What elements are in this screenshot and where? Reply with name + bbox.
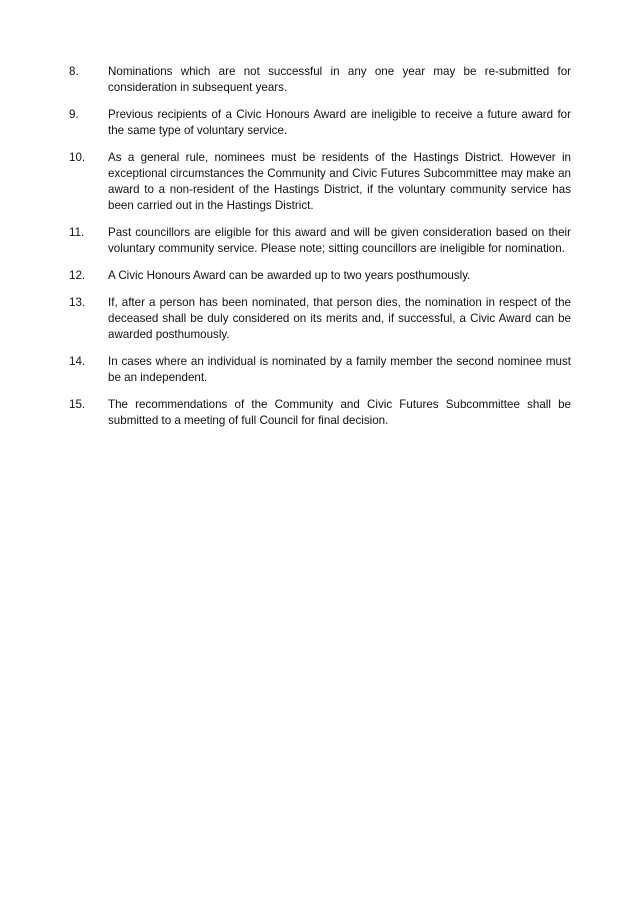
clause-13 — [69, 295, 571, 343]
clause-list — [69, 64, 571, 440]
clause-text: Past councillors are eligible for this award and will be given consideration based on their voluntary community service. Please note; sitting councillors are ineligible for nomination. — [108, 226, 571, 255]
clause-number: 10. — [69, 151, 86, 164]
clause-number: 9. — [69, 108, 79, 121]
clause-number: 14. — [69, 355, 86, 368]
clause-text: As a general rule, nominees must be residents of the Hastings District. However in exceptional circumstances the Community and Civic Futures Subcommittee may make an award to a non-resident of the Hastings District, if the voluntary community service has been carried out in the Hastings District. — [108, 151, 571, 212]
clause-text: Nominations which are not successful in any one year may be re-submitted for consideration in subsequent years. — [108, 65, 571, 94]
clause-text: If, after a person has been nominated, that person dies, the nomination in respect of the deceased shall be duly considered on its merits and, if successful, a Civic Award can be awarded posthumously. — [108, 296, 571, 341]
clause-15 — [69, 397, 571, 429]
clause-text: A Civic Honours Award can be awarded up to two years posthumously. — [108, 269, 471, 282]
clause-10 — [69, 150, 571, 214]
clause-number: 12. — [69, 269, 86, 282]
clause-number: 13. — [69, 296, 86, 309]
clause-8 — [69, 64, 571, 96]
clause-number: 8. — [69, 65, 79, 78]
clause-14 — [69, 354, 571, 386]
clause-number: 11. — [69, 226, 85, 239]
clause-11 — [69, 225, 571, 257]
clause-9 — [69, 107, 571, 139]
clause-number: 15. — [69, 398, 86, 411]
clause-text: In cases where an individual is nominated by a family member the second nominee must be an independent. — [108, 355, 571, 384]
clause-text: Previous recipients of a Civic Honours Award are ineligible to receive a future award for the same type of voluntary service. — [108, 108, 571, 137]
clause-12 — [69, 268, 571, 284]
clause-text: The recommendations of the Community and Civic Futures Subcommittee shall be submitted to a meeting of full Council for final decision. — [108, 398, 571, 427]
